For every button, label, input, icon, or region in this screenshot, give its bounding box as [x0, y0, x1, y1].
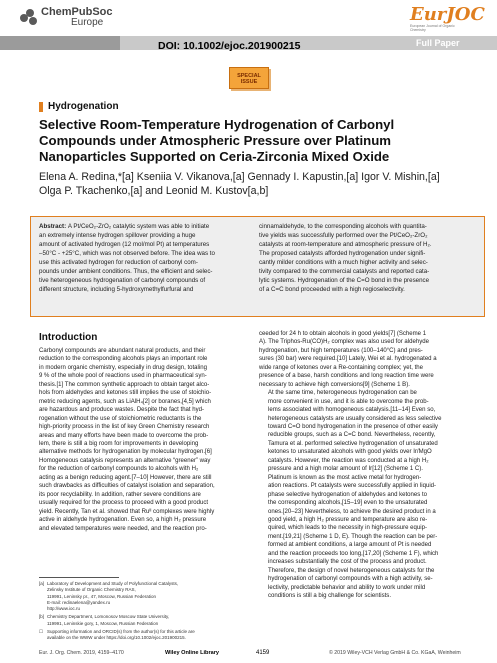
text-line: in modern organic chemistry, especially in drug design, totaling [39, 364, 207, 371]
page-header [0, 0, 497, 62]
text-line: Homogeneous catalysis represents an alternative “greener” way [39, 457, 211, 464]
abstract-column-left [39, 222, 249, 294]
journal-logo [410, 4, 485, 33]
text-line: high-priority process in the list of key Green Chemistry research [39, 424, 210, 431]
text-line: its poor recyclability. In addition, rather severe conditions are [39, 491, 201, 498]
affiliations [39, 581, 254, 644]
affiliation-divider [39, 577, 119, 578]
doi-text[interactable]: DOI: 10.1002/ejoc.201900215 [158, 40, 301, 52]
text-line: necessary to achieve high conversions[9] (Scheme 1 B). [259, 381, 410, 388]
text-line: wide range of ketones over a Re-containing complex; yet, the [259, 364, 424, 371]
header-band-accent [0, 36, 120, 50]
text-line: for the reduction of carbonyl compounds to alcohols with H₂ [39, 466, 199, 473]
text-line: the corresponding alcohols,[15–19] even to the unsaturated [268, 500, 428, 507]
text-line: quired, which leads to the necessity in high-pressure equip- [268, 525, 427, 532]
abstract-text: A Pt/CeO₂-ZrO₂ catalytic system was able to initiate [67, 223, 210, 230]
text-line: At the same time, heterogeneous hydrogenation can be [268, 390, 417, 397]
author-line: Elena A. Redina,*[a] Kseniia V. Vikanova,[a] Gennady I. Kapustin,[a] Igor V. Mishin,[a] [39, 171, 440, 183]
text-line: lem, there is still a big room for improvements in developing [39, 440, 199, 447]
affiliation-key: [a] [39, 581, 45, 586]
abstract-line: amount of activated hydrogen (12 mol/mol Pt) at temperatures [39, 241, 210, 249]
affiliation-text [47, 581, 254, 612]
paragraph [259, 474, 469, 601]
text-line: catalysts. However, the reaction was conducted at a high H₂ [268, 457, 429, 464]
affiliation-key: [b] [39, 614, 45, 620]
text-line: usually required for the process to proceed with a good product [39, 500, 209, 507]
affiliation-text [47, 614, 254, 627]
footer-wiley-online-library[interactable]: Wiley Online Library [165, 650, 220, 656]
text-line: ones.[20–23] Nevertheless, to achieve the desired product in a [268, 508, 436, 515]
text-line: metric reducing agents, such as LiAlH₄[2] or boranes,[4,5] which [39, 398, 211, 405]
text-line: yield. Recently, Tan et al. showed that Ruᴵᴵ complexes were highly [39, 508, 215, 515]
text-line: hydrogenation, but high temperatures (100–140°C) and pres- [259, 347, 423, 354]
text-line: Therefore, the design of novel heterogeneous catalysts for the [268, 567, 435, 574]
affiliation-text [47, 629, 254, 642]
paragraph [39, 347, 249, 533]
affiliation-line: 119991, Leninsky pr., 47, Moscow, Russian Federation [47, 593, 156, 599]
text-line: formed at ambient conditions, a large amount of Pt is needed [268, 542, 432, 549]
author-line: Olga P. Tkachenko,[a] and Leonid M. Kustov[a,b] [39, 184, 269, 197]
abstract-line: tivity compared to the commercial catalysts and reported cata- [259, 268, 430, 276]
affiliation-line: Supporting information and ORCID(s) from the author(s) for this article are [47, 629, 195, 635]
text-line: areas and many efforts have been made to overcome the prob- [39, 432, 209, 439]
body-column-left [39, 347, 249, 533]
abstract-line: tive heterogeneous hydrogenation of carbonyl compounds of [39, 277, 206, 285]
text-line: active in aldehyde hydrogenation. Even so, a high H₂ pressure [39, 517, 207, 524]
text-line: reduction to the corresponding alcohols plays an important role [39, 356, 208, 363]
badge-line-2: ISSUE [240, 79, 258, 86]
affiliation-line: Zelinsky Institute of Organic Chemistry RAS, [47, 587, 136, 593]
section-label: Hydrogenation [48, 101, 119, 112]
text-line: conditions is still a big challenge for scientists. [268, 593, 392, 600]
affiliation-entry [39, 614, 254, 627]
publisher-logo [20, 7, 113, 28]
text-line: sures (30 bar) were required.[10] Lately, Wei et al. hydrogenated a [259, 356, 437, 363]
text-line: hols from aldehydes and ketones still implies the use of stoichio- [39, 390, 212, 397]
text-line: phase selective hydrogenation of aldehydes and ketones to [268, 491, 428, 498]
paragraph [259, 389, 469, 474]
section-tag [39, 101, 119, 112]
affiliation-line: Laboratory of Development and Study of Polyfunctional Catalysts, [47, 581, 179, 586]
text-line: 9 % of the whole pool of reactions used in pharmaceutical syn- [39, 373, 207, 380]
text-line: reducible groups, such as a C=C bond. Nevertheless, recently, [268, 432, 436, 439]
journal-logo-word: EurJOC [410, 4, 485, 25]
section-marker [39, 102, 43, 112]
affiliation-line: Chemistry Department, Lomonosov Moscow State University, [47, 614, 170, 620]
publisher-name: ChemPubSoc [41, 6, 113, 18]
text-line: alternative methods for hydrogenation by molecular hydrogen.[6] [39, 449, 212, 456]
text-line: Platinum is known as the most active metal for hydrogen- [268, 474, 422, 481]
text-line: increases substantially the cost of the process and product. [268, 559, 427, 566]
text-line: hydrogenation of carbonyl compounds with a high activity, se- [268, 576, 433, 583]
page-number: 4159 [256, 650, 270, 656]
special-issue-badge [229, 67, 269, 89]
article-type: Full Paper [416, 38, 460, 48]
footer-copyright: © 2019 Wiley-VCH Verlag GmbH & Co. KGaA, Weinheim [329, 650, 461, 656]
abstract-line: of a C=C bond proceeded with a high regioselectivity. [259, 286, 405, 294]
abstract-line: cantly milder conditions with a much higher activity and selec- [259, 259, 428, 267]
affiliation-key: ☐ [39, 629, 44, 635]
text-line: Tamura et al. performed selective hydrogenation of unsaturated [268, 440, 438, 447]
text-line: ation reactions. Pt catalysts were successfully applied in liquid- [268, 483, 437, 490]
text-line: ment.[19,21] (Scheme 1 D, E). Though the reaction can be per- [268, 533, 438, 540]
abstract-line: The proposed catalysts afforded hydrogenation under signifi- [259, 250, 426, 258]
abstract-heading: Abstract: [39, 223, 68, 230]
text-line: are hazardous and produce wastes. Despite the fact that hyd- [39, 407, 205, 414]
text-line: lems associated with homogeneous catalysis.[11–14] Even so, [268, 407, 436, 414]
abstract-line: an extremely intense hydrogen spillover providing a huge [39, 232, 196, 240]
abstract-column-right [259, 222, 469, 294]
text-line: ceeded for 24 h to obtain alcohols in good yields[7] (Scheme 1 [259, 331, 427, 337]
text-line: and the reaction proceeds too long,[17,20] (Scheme 1 F), which [268, 550, 439, 557]
text-line: and elevated temperatures were needed, and the reaction pro- [39, 525, 207, 532]
text-line: heterogeneous catalysts are usually considered as less selective [268, 415, 442, 422]
affiliation-line: E-mail: redinaelena@yandex.ru [47, 599, 111, 605]
abstract-line: cinnamaldehyde, to the corresponding alcohols with quantita- [259, 223, 427, 230]
journal-logo-subtitle: European Journal of Organic Chemistry [410, 24, 455, 32]
article-title: Selective Room-Temperature Hydrogenation of Carbonyl Compounds under Atmospheric Pressure over Platinum Nanoparticles Supported on Ceria-Zirconia Mixed Oxide [39, 117, 395, 164]
abstract-line: –50°C - +25°C, which was not observed before. The idea was to [39, 250, 215, 258]
affiliation-entry [39, 629, 254, 642]
text-line: toward C=O bond hydrogenation in the presence of other easily [268, 423, 438, 430]
paragraph [259, 330, 469, 389]
author-list [39, 171, 469, 198]
text-line: good yield, a high H₂ pressure and temperature are also re- [268, 516, 428, 523]
text-line: rogenation without the use of stoichiometric reductants is the [39, 415, 202, 422]
footer-citation: Eur. J. Org. Chem. 2019, 4159–4170 [39, 650, 124, 656]
publisher-region: Europe [71, 17, 104, 28]
abstract-line [39, 222, 249, 231]
text-line: more convenient in use, and it is able to overcome the prob- [268, 398, 429, 405]
text-line: lectivity, predictable behavior and ability to work under mild [268, 584, 426, 591]
badge-line-1: SPECIAL [237, 73, 261, 79]
affiliation-line: available on the WWW under https://doi.org/10.1002/ejoc.201900215. [47, 635, 186, 641]
abstract-line: tive yields was successfully performed over the Pt/CeO₂-ZrO₂ [259, 232, 428, 240]
text-line: A). The Triphos-Ru(CO)H₂ complex was also used for aldehyde [259, 339, 429, 346]
abstract-line: lytic systems. Hydrogenation of the C=O bond in the presence [259, 277, 430, 285]
abstract-line: catalysts at room-temperature and atmospheric pressure of H₂. [259, 241, 432, 249]
text-line: such drawbacks as difficulties of catalyst isolation and separation, [39, 483, 215, 490]
abstract-line: pounds under ambient conditions. Thus, the efficient and selec- [39, 268, 213, 276]
abstract-line: different structure, including 5-hydroxymethylfurfural and [39, 286, 194, 294]
body-column-right [259, 330, 469, 601]
affiliation-entry [39, 581, 254, 612]
text-line: Carbonyl compounds are abundant natural products, and their [39, 348, 206, 354]
chempubsoc-icon [20, 9, 38, 27]
text-line: ketones to unsaturated alcohols with good yields over Ir/MgO [268, 449, 432, 456]
text-line: thesis.[1] The common synthetic approach to obtain target alco- [39, 381, 210, 388]
affiliation-line: http://www.ioc.ru [47, 606, 81, 612]
text-line: pressure and a high molar amount of Ir[12] (Scheme 1 C). [268, 466, 423, 473]
affiliation-line: 119991, Leninskie gory, 1, Moscow, Russian Federation [47, 620, 159, 626]
abstract-line: use this activated hydrogen for reduction of carbonyl com- [39, 259, 198, 267]
text-line: presence of a base, harsh conditions and long reaction time were [259, 373, 434, 380]
text-line: acting as a benign reducing agent.[7–10] However, there are still [39, 474, 212, 481]
introduction-heading: Introduction [39, 332, 98, 343]
